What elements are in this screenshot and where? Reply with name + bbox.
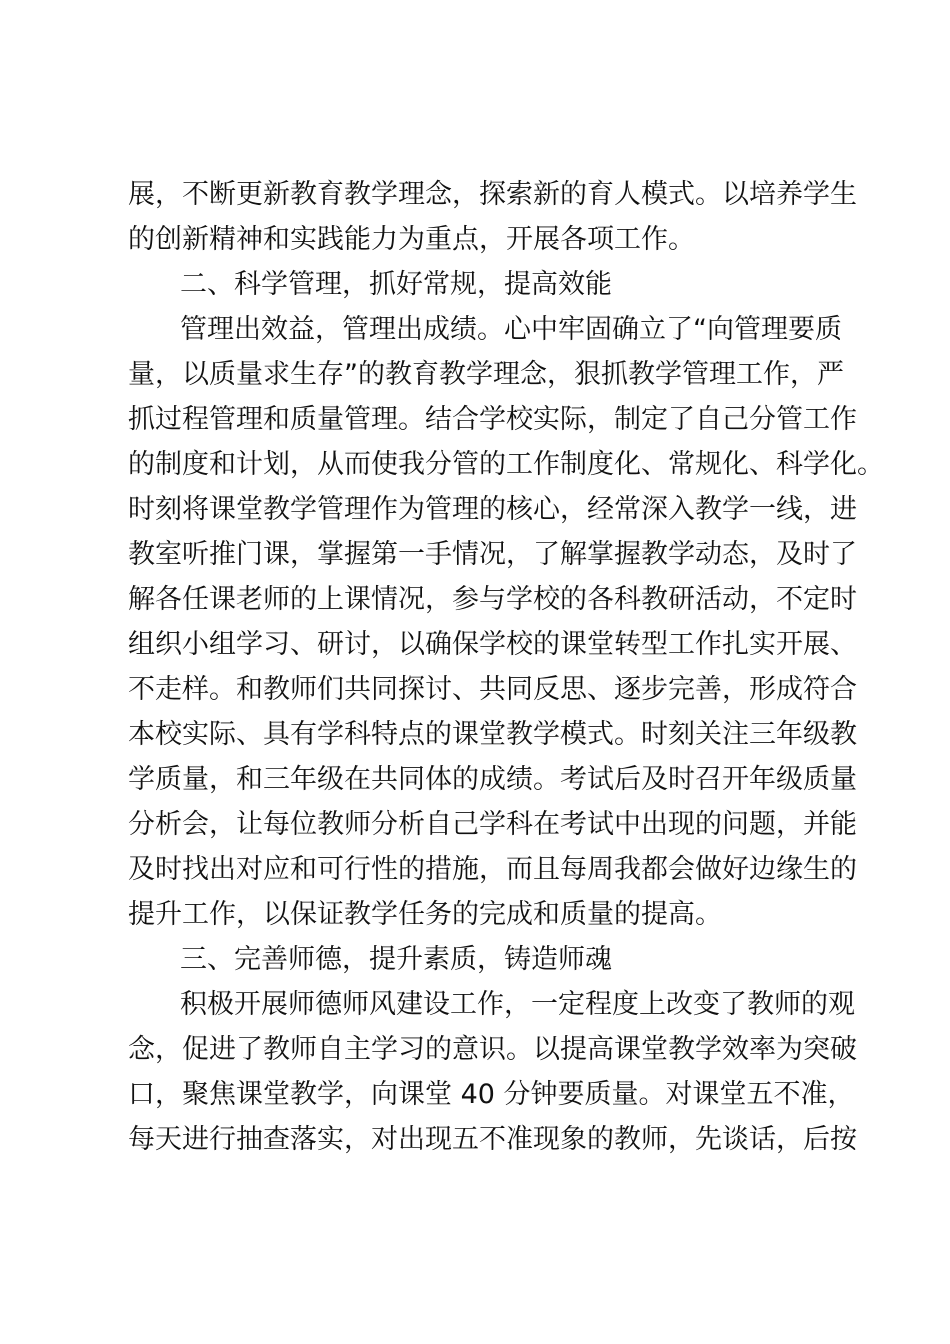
text-line-13: 本校实际、具有学科特点的课堂教学模式。时刻关注三年级教 [128,719,857,750]
text-line-21: 口，聚焦课堂教学，向课堂 40 分钟要质量。对课堂五不准， [128,1079,855,1110]
text-line-22: 每天进行抽查落实，对出现五不准现象的教师，先谈话，后按 [128,1124,857,1155]
text-line-20: 念，促进了教师自主学习的意识。以提高课堂教学效率为突破 [128,1034,857,1065]
text-line-5: 量，以质量求生存”的教育教学理念，狠抓教学管理工作，严 [128,359,844,390]
text-line-9: 教室听推门课，掌握第一手情况，了解掌握教学动态，及时了 [128,539,857,570]
text-line-14: 学质量，和三年级在共同体的成绩。考试后及时召开年级质量 [128,764,857,795]
text-line-11: 组织小组学习、研讨，以确保学校的课堂转型工作扎实开展、 [128,629,857,660]
text-line-15: 分析会，让每位教师分析自己学科在考试中出现的问题，并能 [128,809,857,840]
section-heading-3: 三、完善师德，提升素质，铸造师魂 [180,944,612,975]
text-line-10: 解各任课老师的上课情况，参与学校的各科教研活动，不定时 [128,584,857,615]
text-line-2: 的创新精神和实践能力为重点，开展各项工作。 [128,224,695,255]
text-line-8: 时刻将课堂教学管理作为管理的核心，经常深入教学一线，进 [128,494,857,525]
text-line-6: 抓过程管理和质量管理。结合学校实际，制定了自己分管工作 [128,404,857,435]
text-line-12: 不走样。和教师们共同探讨、共同反思、逐步完善，形成符合 [128,674,857,705]
text-line-19: 积极开展师德师风建设工作，一定程度上改变了教师的观 [180,989,855,1020]
section-heading-2: 二、科学管理，抓好常规，提高效能 [180,269,612,300]
text-line-7: 的制度和计划，从而使我分管的工作制度化、常规化、科学化。 [128,449,884,480]
text-line-1: 展，不断更新教育教学理念，探索新的育人模式。以培养学生 [128,179,857,210]
text-line-4: 管理出效益，管理出成绩。心中牢固确立了“向管理要质 [180,314,842,345]
text-line-16: 及时找出对应和可行性的措施，而且每周我都会做好边缘生的 [128,854,857,885]
text-line-17: 提升工作，以保证教学任务的完成和质量的提高。 [128,899,722,930]
